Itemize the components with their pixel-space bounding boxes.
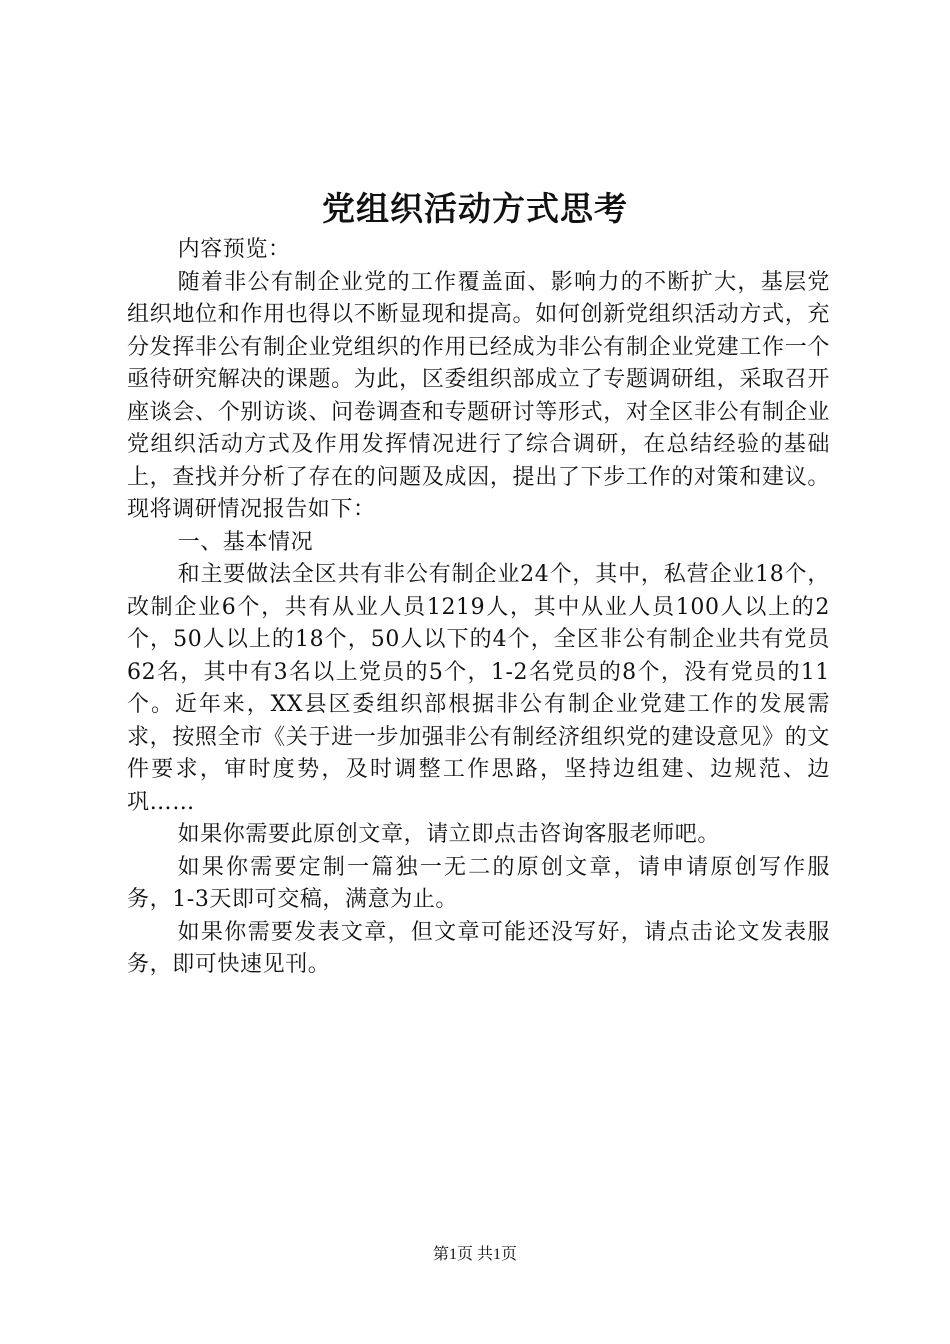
paragraph-publish-service: 如果你需要发表文章，但文章可能还没写好，请点击论文发表服务，即可快速见刊。	[127, 919, 830, 977]
paragraph-intro: 随着非公有制企业党的工作覆盖面、影响力的不断扩大，基层党组织地位和作用也得以不断显现和提高。如何创新党组织活动方式，充分发挥非公有制企业党组织的作用已经成为非公有制企业党建工作一个亟待研究解决的课题。为此，区委组织部成立了专题调研组，采取召开座谈会、个别访谈、问卷调查和专题研讨等形式，对全区非公有制企业党组织活动方式及作用发挥情况进行了综合调研，在总结经验的基础上，查找并分析了存在的问题及成因，提出了下步工作的对策和建议。现将调研情况报告如下：	[127, 269, 830, 522]
paragraph-basic-situation: 和主要做法全区共有非公有制企业24个，其中，私营企业18个，改制企业6个，共有从业人员1219人，其中从业人员100人以上的2个，50人以上的18个，50人以下的4个，全区非公有制企业共有党员62名，其中有3名以上党员的5个，1-2名党员的8个，没有党员的11个。近年来，XX县区委组织部根据非公有制企业党建工作的发展需求，按照全市《关于进一步加强非公有制经济组织党的建设意见》的文件要求，审时度势，及时调整工作思路，坚持边组建、边规范、边巩……	[127, 562, 830, 815]
section-heading-basic-situation: 一、基本情况	[177, 529, 314, 555]
page-footer: 第1页 共1页	[432, 1246, 517, 1263]
paragraph-consult-service: 如果你需要此原创文章，请立即点击咨询客服老师吧。	[177, 822, 720, 847]
paragraph-custom-writing: 如果你需要定制一篇独一无二的原创文章，请申请原创写作服务，1-3天即可交稿，满意为止。	[127, 854, 830, 912]
paragraph-preview-label: 内容预览：	[177, 237, 291, 262]
document-body	[127, 234, 830, 982]
document-title: 党组织活动方式思考	[322, 189, 628, 228]
